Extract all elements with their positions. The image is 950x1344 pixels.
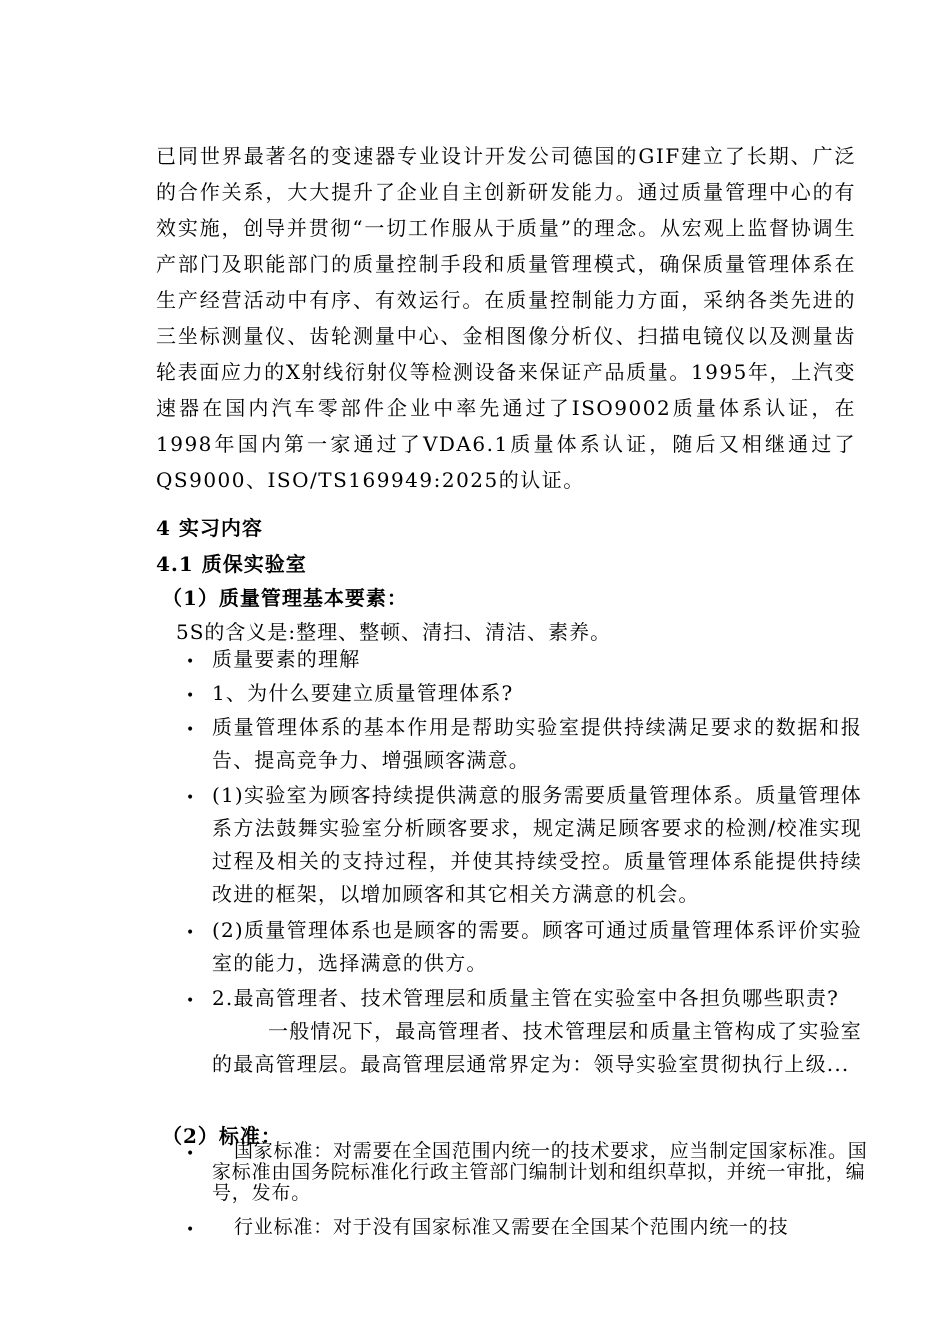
section-4-1-heading: 4.1 质保实验室 [156,552,307,576]
bullet-item: (2)质量管理体系也是顾客的需要。顾客可通过质量管理体系评价实验室的能力，选择满意的供方。 [212,918,862,975]
item-1-heading: （1）质量管理基本要素： [162,586,408,610]
bullet-marker: • [186,790,195,806]
bullet-marker: • [186,722,195,738]
standard-item: 行业标准：对于没有国家标准又需要在全国某个范围内统一的技 [234,1216,789,1238]
bullet-item: 质量管理体系的基本作用是帮助实验室提供持续满足要求的数据和报告、提高竞争力、增强顾客满意。 [212,715,862,772]
item-2-heading: （2）标准： [162,1124,282,1148]
bullet-marker: • [186,1146,195,1162]
bullet-marker: • [186,925,195,941]
intro-paragraph: 已同世界最著名的变速器专业设计开发公司德国的GIF建立了长期、广泛的合作关系，大大提升了企业自主创新研发能力。通过质量管理中心的有效实施，创导并贯彻“一切工作服从于质量”的理念。从宏观上监督协调生产部门及职能部门的质量控制手段和质量管理模式，确保质量管理体系在生产经营活动中有序、有效运行。在质量控制能力方面，采纳各类先进的三坐标测量仪、齿轮测量中心、金相图像分析仪、扫描电镜仪以及测量齿轮表面应力的X射线衍射仪等检测设备来保证产品质量。1995年，上汽变速器在国内汽车零部件企业中率先通过了ISO9002质量体系认证，在1998年国内第一家通过了VDA6.1质量体系认证，随后又相继通过了QS9000、ISO/TS169949:2025的认证。 [156,144,856,492]
bullet-marker: • [186,993,195,1009]
section-4-heading: 4 实习内容 [156,516,263,540]
bullet-marker: • [186,1222,195,1238]
bullet-continuation: 一般情况下，最高管理者、技术管理层和质量主管构成了实验室的最高管理层。最高管理层通常界定为：领导实验室贯彻执行上级... [212,1019,862,1076]
bullet-marker: • [186,654,195,670]
standard-item: 国家标准：对需要在全国范围内统一的技术要求，应当制定国家标准。国家标准由国务院标准化行政主管部门编制计划和组织草拟，并统一审批，编号，发布。 [212,1140,868,1204]
bullet-item: 2.最高管理者、技术管理层和质量主管在实验室中各担负哪些职责? [212,986,840,1010]
bullet-item: 1、为什么要建立质量管理体系? [212,681,514,705]
bullet-item: (1)实验室为顾客持续提供满意的服务需要质量管理体系。质量管理体系方法鼓舞实验室分析顾客要求，规定满足顾客要求的检测/校准实现过程及相关的支持过程，并使其持续受控。质量管理体系能提供持续改进的框架，以增加顾客和其它相关方满意的机会。 [212,783,862,906]
bullet-item: 质量要素的理解 [212,647,361,671]
bullet-marker: • [186,688,195,704]
5s-definition: 5S的含义是:整理、整顿、清扫、清洁、素养。 [176,620,612,644]
